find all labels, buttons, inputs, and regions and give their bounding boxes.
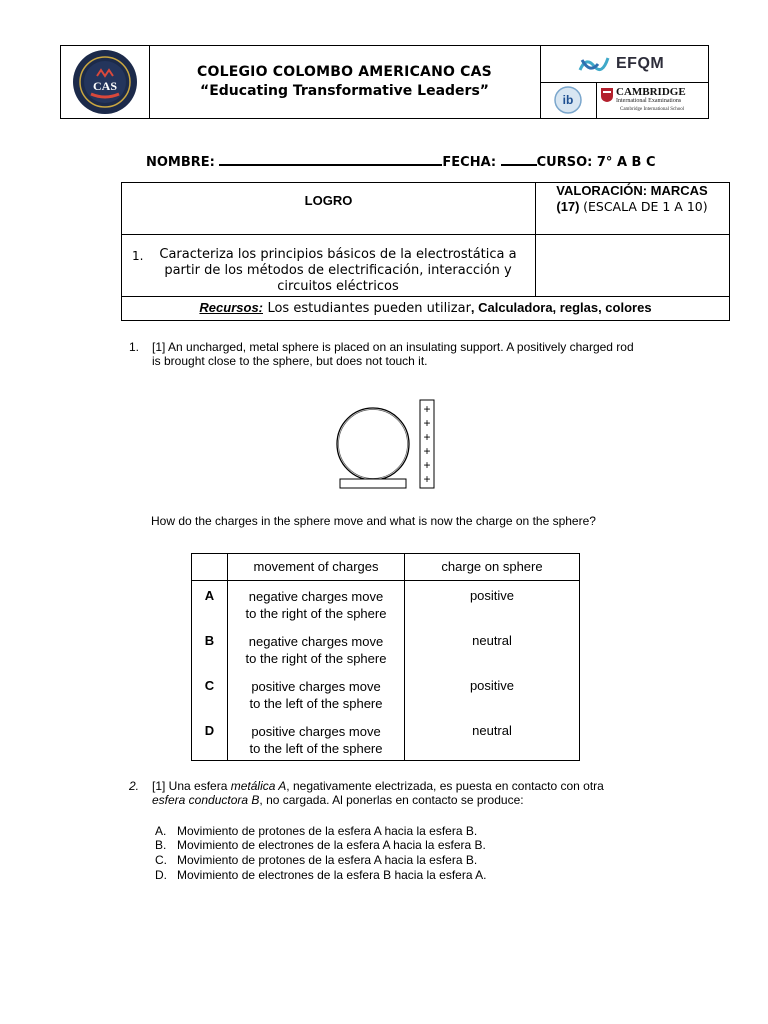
choice-letter: C. — [155, 853, 167, 867]
school-title-cell — [149, 46, 541, 118]
question2-line2-a: esfera conductora B — [152, 793, 260, 807]
question1-text — [152, 340, 692, 368]
option-letter: B — [204, 633, 215, 648]
question2-text — [152, 779, 712, 807]
valoracion-marks: (17) — [556, 199, 580, 214]
option-movement — [228, 678, 404, 712]
choice-letter: A. — [155, 824, 167, 838]
question2-line1-b: metálica A — [230, 779, 287, 793]
course-label: CURSO: 7° A B C — [536, 155, 656, 170]
option-movement — [228, 588, 404, 622]
question1-prompt: How do the charges in the sphere move and what is now the charge on the sphere? — [151, 514, 596, 528]
efqm-label: EFQM — [616, 55, 665, 72]
choice-letter: D. — [155, 868, 167, 882]
school-name: COLEGIO COLOMBO AMERICANO CAS — [197, 64, 492, 80]
option-movement — [228, 633, 404, 667]
option-charge: neutral — [472, 723, 512, 738]
school-crest-logo — [61, 46, 149, 118]
logro-header: LOGRO — [304, 193, 353, 208]
choice-c[interactable] — [155, 853, 477, 867]
logro-header-cell — [122, 183, 536, 235]
question2-line2-b: , no cargada. Al ponerlas en contacto se produce: — [259, 793, 524, 807]
option-charge: positive — [469, 678, 515, 693]
accreditation-cell — [540, 46, 708, 118]
valoracion-score-cell[interactable] — [535, 234, 729, 297]
name-label: NOMBRE: — [146, 155, 215, 170]
option-letter: D — [204, 723, 215, 738]
choice-text: Movimiento de protones de la esfera A hacia la esfera B. — [177, 853, 478, 867]
ib-logo — [540, 82, 597, 118]
school-motto: “Educating Transformative Leaders” — [200, 83, 489, 99]
document-header — [60, 45, 709, 119]
cambridge-title: CAMBRIDGE — [616, 86, 686, 98]
choice-d[interactable] — [155, 868, 487, 882]
choice-text: Movimiento de electrones de la esfera A hacia la esfera B. — [177, 838, 486, 852]
ib-label: ib — [562, 93, 574, 107]
cambridge-logo — [596, 82, 708, 118]
choice-text: Movimiento de electrones de la esfera B hacia la esfera A. — [177, 868, 487, 882]
question1-options-table — [191, 553, 580, 761]
cambridge-crest-icon — [600, 87, 614, 103]
movement-line: positive charges move — [251, 679, 381, 694]
efqm-logo — [540, 46, 708, 83]
option-charge: neutral — [472, 633, 512, 648]
column-header-movement: movement of charges — [253, 559, 379, 574]
achievement-number: 1. — [132, 249, 144, 263]
achievement-table — [121, 182, 730, 321]
movement-line: negative charges move — [248, 634, 384, 649]
insulating-support — [340, 479, 406, 488]
rod-charge: + — [423, 416, 431, 430]
valoracion-title: VALORACIÓN: MARCAS — [556, 183, 708, 198]
question2-line1-a: [1] Una esfera — [152, 779, 231, 793]
rod-charge: + — [423, 458, 431, 472]
efqm-icon — [576, 50, 616, 80]
cambridge-subtitle: International Examinations — [616, 98, 682, 104]
question1-number: 1. — [129, 340, 140, 354]
logro-item-cell — [122, 234, 536, 297]
movement-line: to the right of the sphere — [245, 606, 387, 621]
choice-b[interactable] — [155, 838, 486, 852]
rod-charge: + — [423, 430, 431, 444]
question2-line1-c: , negativamente electrizada, es puesta en contacto con otra — [286, 779, 604, 793]
option-letter: C — [204, 678, 215, 693]
rod-charge: + — [423, 472, 431, 486]
choice-text: Movimiento de protones de la esfera A hacia la esfera B. — [177, 824, 478, 838]
movement-line: to the right of the sphere — [245, 651, 387, 666]
cambridge-school: Cambridge International School — [620, 107, 685, 112]
school-logo-text: CAS — [92, 79, 118, 93]
achievement-text: Caracteriza los principios básicos de la electrostática a partir de los métodos de electrificación, interacción y circuitos eléctricos — [159, 247, 517, 294]
movement-line: to the left of the sphere — [249, 741, 383, 756]
option-charge: positive — [469, 588, 515, 603]
option-letter: A — [204, 588, 215, 603]
date-blank[interactable] — [501, 152, 537, 166]
resources-row — [122, 296, 729, 320]
metal-sphere — [337, 408, 409, 480]
achievement-item — [132, 247, 532, 295]
valoracion-scale: (ESCALA DE 1 A 10) — [583, 199, 708, 214]
movement-line: negative charges move — [248, 589, 384, 604]
valoracion-header — [535, 183, 729, 215]
resources-text: Los estudiantes pueden utilizar — [267, 301, 471, 316]
resources-label: Recursos: — [199, 300, 263, 315]
rod-charge: + — [423, 402, 431, 416]
date-label: FECHA: — [442, 155, 497, 170]
student-info-line — [146, 152, 656, 170]
movement-line: to the left of the sphere — [249, 696, 383, 711]
sphere-rod-diagram — [332, 398, 442, 494]
column-header-charge: charge on sphere — [441, 559, 543, 574]
school-logo-cell — [61, 46, 150, 118]
option-movement — [228, 723, 404, 757]
question1-line1: [1] An uncharged, metal sphere is placed on an insulating support. A positively charged rod — [152, 340, 634, 354]
rod-charges — [423, 402, 430, 486]
question1-line2: is brought close to the sphere, but does not touch it. — [152, 354, 428, 368]
resources-items: , Calculadora, reglas, colores — [470, 300, 652, 315]
valoracion-header-cell — [535, 183, 729, 235]
rod-charge: + — [423, 444, 431, 458]
question2-number: 2. — [129, 779, 140, 793]
choice-letter: B. — [155, 838, 167, 852]
table-divider — [192, 580, 579, 581]
name-blank[interactable] — [219, 152, 442, 166]
movement-line: positive charges move — [251, 724, 381, 739]
choice-a[interactable] — [155, 824, 477, 838]
